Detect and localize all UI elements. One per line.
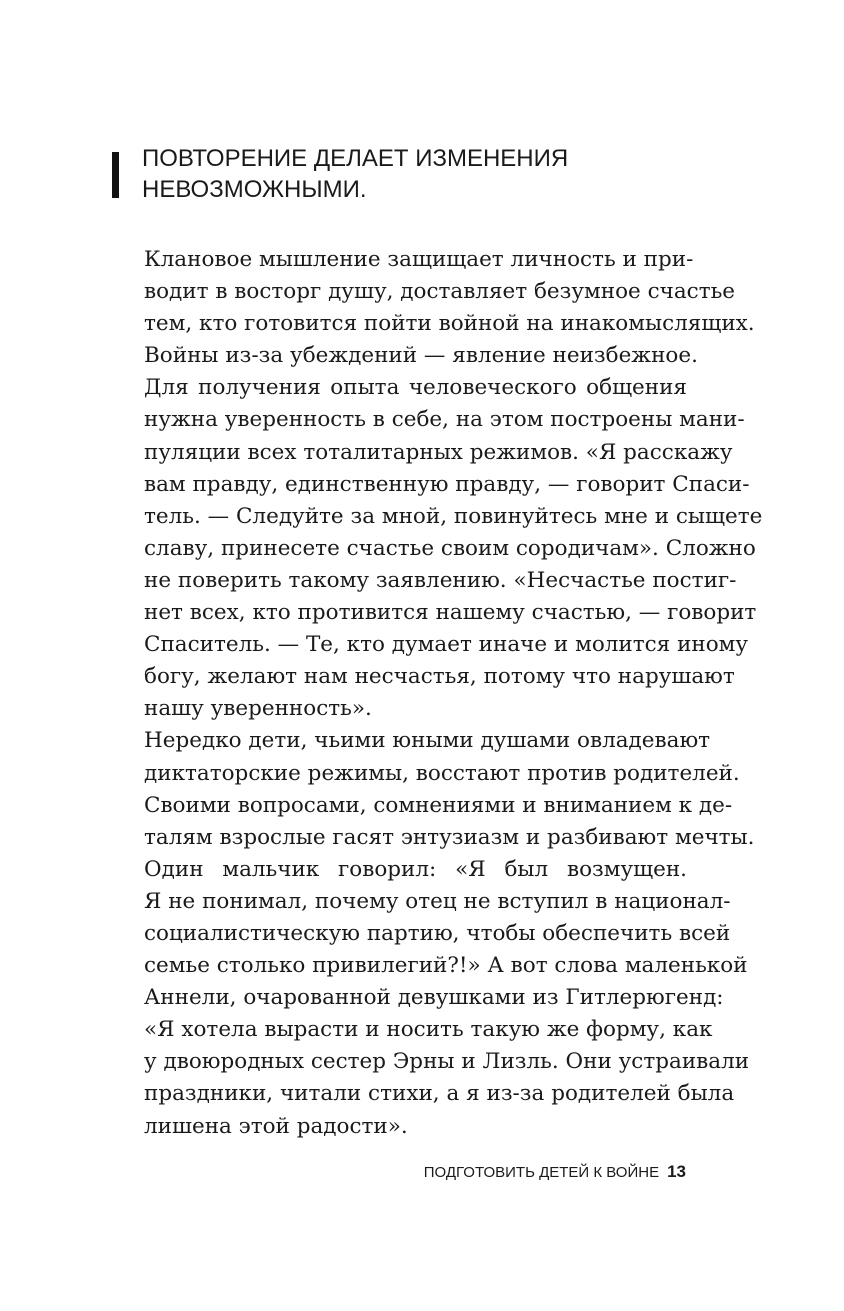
paragraph [110,725,755,853]
text-line: не поверить такому заявлению. «Несчастье постиг- [144,567,737,593]
text-line: праздники, читали стихи, а я из-за родителей была [144,1081,735,1107]
paragraph [110,372,763,725]
text-line: нет всех, кто противится нашему счастью, — говорит [144,600,757,626]
text-line: Аннели, очарованной девушками из Гитлерюгенд: [144,985,724,1011]
text-line: Один мальчик говорил: «Я был возмущен. [144,856,687,882]
heading-line-2: НЕВОЗМОЖНЫМИ. [142,176,367,203]
text-line: нужна уверенность в себе, на этом построены мани- [144,407,745,433]
text-line: талям взрослые гасят энтузиазм и разбивают мечты. [144,824,755,850]
text-line: Я не понимал, почему отец не вступил в национал- [144,888,731,914]
text-line: вам правду, единственную правду, — говорит Спаси- [144,471,750,497]
text-line: пуляции всех тоталитарных режимов. «Я расскажу [144,439,733,465]
page-number: 13 [667,1162,686,1181]
text-line: Войны из-за убеждений — явление неизбежное. [144,343,698,369]
paragraph [110,244,755,372]
text-line: славу, принесете счастье своим сородичам». Сложно [144,535,756,561]
text-line: у двоюродных сестер Эрны и Лизль. Они устраивали [144,1049,750,1075]
text-line: Клановое мышление защищает личность и при- [144,247,694,272]
text-line: нашу уверенность». [144,696,372,722]
heading-line-1: ПОВТОРЕНИЕ ДЕЛАЕТ ИЗМЕНЕНИЯ [142,145,569,172]
text-line: тель. — Следуйте за мной, повинуйтесь мне и сыщете [144,503,763,529]
running-head: ПОДГОТОВИТЬ ДЕТЕЙ К ВОЙНЕ [423,1164,660,1181]
text-line: семье столько привилегий?!» А вот слова маленькой [144,953,748,979]
text-line: лишена этой радости». [144,1113,408,1139]
body-text [110,244,763,1143]
text-line: Нередко дети, чьими юными душами овладевают [144,728,711,754]
text-line: диктаторские режимы, восстают против родителей. [144,760,740,786]
page-footer [424,1162,686,1182]
text-line: «Я хотела вырасти и носить такую же форму, как [144,1017,713,1043]
text-line: Для получения опыта человеческого общения [144,375,687,401]
text-line: водит в восторг душу, доставляет безумное счастье [144,279,736,305]
heading-accent-bar [112,152,119,198]
paragraph [110,854,750,1143]
text-line: Своими вопросами, сомнениями и вниманием к де- [144,792,733,818]
section-heading [142,143,702,205]
text-line: Спаситель. — Те, кто думает иначе и молится иному [144,632,749,658]
text-line: тем, кто готовится пойти войной на инакомыслящих. [144,311,755,337]
text-line: социалистическую партию, чтобы обеспечить всей [144,920,731,946]
text-line: богу, желают нам несчастья, потому что нарушают [144,664,735,690]
